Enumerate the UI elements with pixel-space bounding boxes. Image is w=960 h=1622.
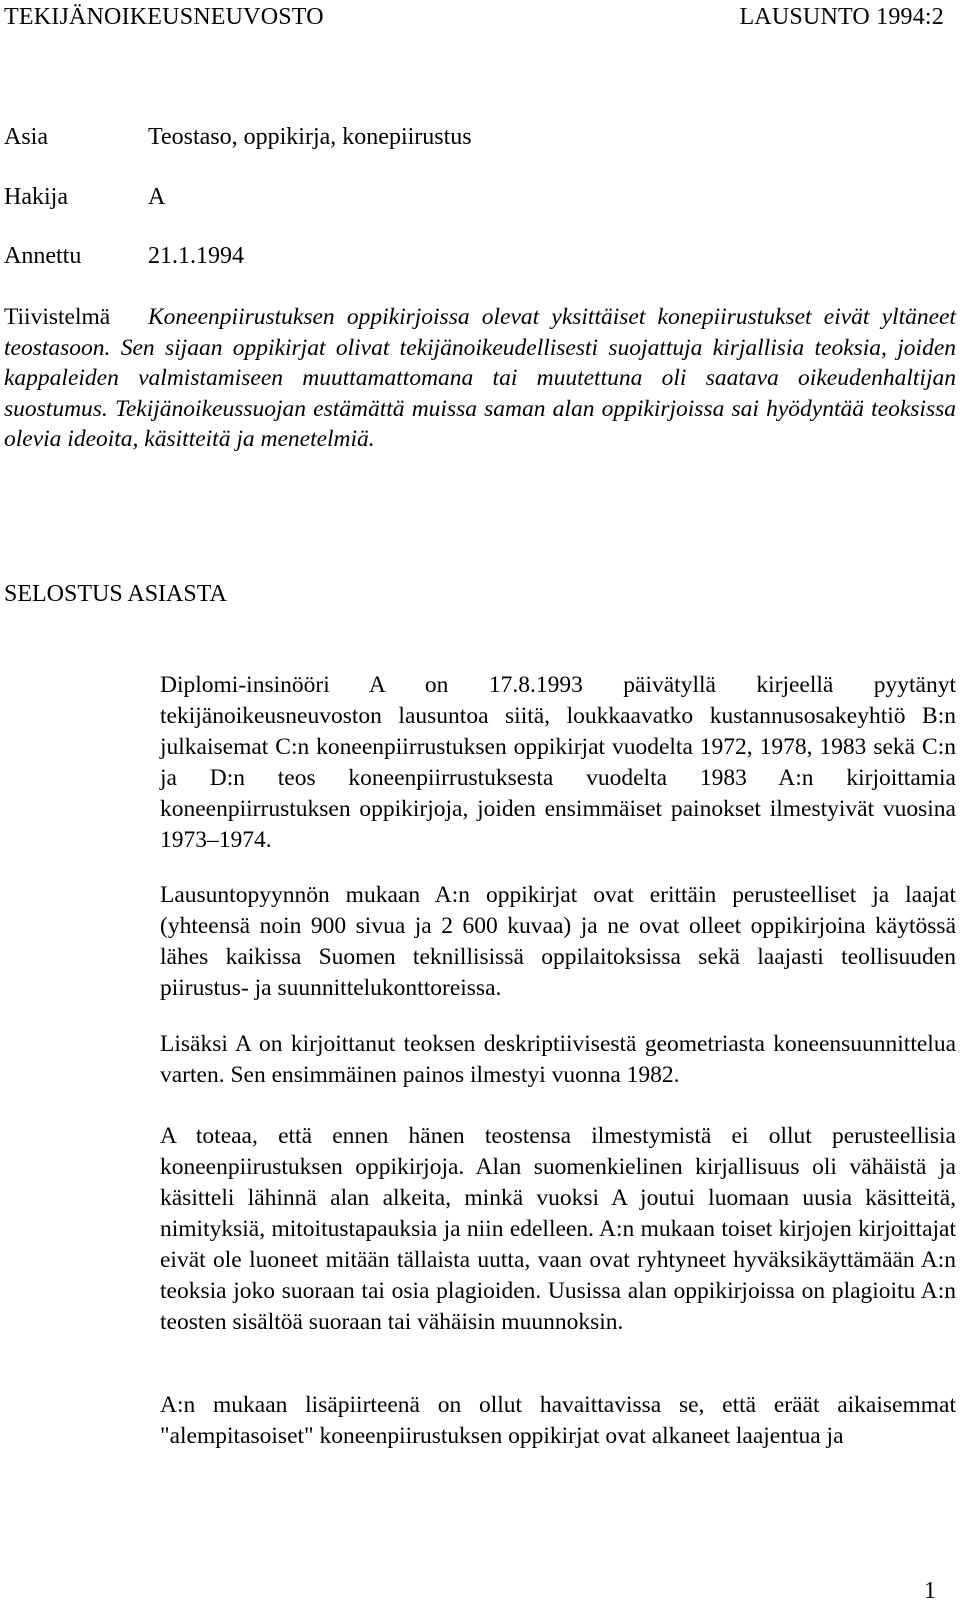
subject-value: Teostaso, oppikirja, konepiirustus	[148, 124, 472, 150]
section-title: SELOSTUS ASIASTA	[4, 581, 227, 607]
issued-value: 21.1.1994	[148, 243, 244, 269]
applicant-value: A	[148, 184, 166, 210]
body-paragraph: A toteaa, että ennen hänen teostensa ilmestymistä ei ollut perusteellisia koneenpiirustuksen oppikirjoja. Alan suomenkielinen kirjallisuus oli vähäistä ja käsitteli lähinnä alan alkeita, minkä vuoksi A joutui luomaan uusia käsitteitä, nimityksiä, mitoitustapauksia ja niin edelleen. A:n mukaan toiset kirjojen kirjoittajat eivät ole luoneet mitään tällaista uutta, vaan ovat ryhtyneet hyväksikäyttämään A:n teoksia joko suoraan tai osia plagioiden. Uusissa alan oppikirjoissa on plagioitu A:n teosten sisältöä suoraan tai vähäisin muunnoksin.	[160, 1123, 956, 1335]
issued-label: Annettu	[4, 243, 82, 269]
statement-number: LAUSUNTO 1994:2	[739, 4, 944, 30]
body-paragraph: Lausuntopyynnön mukaan A:n oppikirjat ovat erittäin perusteelliset ja laajat (yhteensä noin 900 sivua ja 2 600 kuvaa) ja ne ovat olleet oppikirjoina käytössä lähes kaikissa Suomen teknillisissä oppilaitoksissa sekä laajasti teollisuuden piirustus- ja suunnittelukonttoreissa.	[160, 882, 956, 1001]
summary-block	[4, 302, 956, 455]
organization-name: TEKIJÄNOIKEUSNEUVOSTO	[4, 4, 324, 30]
page-number: 1	[924, 1578, 936, 1604]
body-paragraph: A:n mukaan lisäpiirteenä on ollut havaittavissa se, että eräät aikaisemmat "alempitasoiset" koneenpiirustuksen oppikirjat ovat alkaneet laajentua ja	[160, 1392, 956, 1449]
summary-text: Koneenpiirustuksen oppikirjoissa olevat yksittäiset konepiirustukset eivät yltäneet teostasoon. Sen sijaan oppikirjat olivat tekijänoikeudellisesti suojattuja kirjallisia teoksia, joiden kappaleiden valmistamiseen muuttamattomana tai muutettuna oli saatava oikeudenhaltijan suostumus. Tekijänoikeussuojan estämättä muissa saman alan oppikirjoissa sai hyödyntää teoksissa olevia ideoita, käsitteitä ja menetelmiä.	[4, 304, 956, 452]
subject-label: Asia	[4, 124, 48, 150]
applicant-label: Hakija	[4, 184, 68, 210]
body-paragraph: Lisäksi A on kirjoittanut teoksen deskriptiivisestä geometriasta koneensuunnittelua varten. Sen ensimmäinen painos ilmestyi vuonna 1982.	[160, 1031, 956, 1088]
body-paragraph: Diplomi-insinööri A on 17.8.1993 päivätyllä kirjeellä pyytänyt tekijänoikeusneuvoston lausuntoa siitä, loukkaavatko kustannusosakeyhtiö B:n julkaisemat C:n koneenpiirrustuksen oppikirjat vuodelta 1972, 1978, 1983 sekä C:n ja D:n teos koneenpiirrustuksesta vuodelta 1983 A:n kirjoittamia koneenpiirrustuksen oppikirjoja, joiden ensimmäiset painokset ilmestyivät vuosina 1973–1974.	[160, 672, 956, 853]
summary-label: Tiivistelmä	[4, 304, 111, 330]
